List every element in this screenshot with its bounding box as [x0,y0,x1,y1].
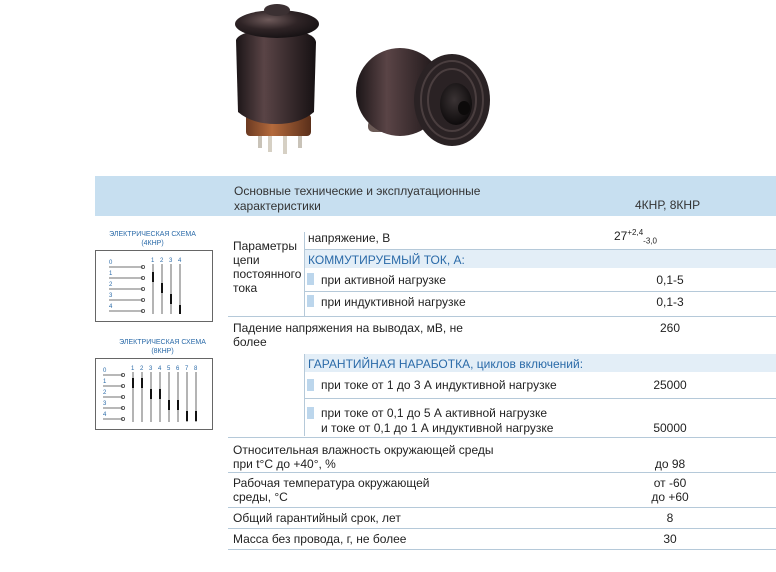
life2-label-b: и токе от 0,1 до 1 А индуктивной нагрузке [321,421,554,435]
scheme-4-col-1: 1 [151,258,155,264]
temp-value-b: до +60 [651,490,689,504]
voltage-number: 27 [614,229,628,243]
voltage-tolerance-plus: +2,4 [627,228,644,237]
svg-text:2: 2 [140,366,144,372]
voltage-value [614,228,694,245]
switch-side [356,48,490,146]
inductive-marker [307,295,314,307]
table-header [95,176,776,216]
scheme-8-title-text: ЭЛЕКТРИЧЕСКАЯ СХЕМА [119,339,206,346]
active-value: 0,1-5 [656,273,684,287]
svg-text:6: 6 [176,366,180,372]
temp-value-a: от -60 [653,476,687,490]
temp-label-b: среды, °С [233,490,288,504]
active-marker [307,273,314,285]
life2-marker [307,407,314,419]
life-heading: ГАРАНТИЙНАЯ НАРАБОТКА, циклов включений: [308,357,584,371]
scheme-4-col-4: 4 [178,258,182,264]
active-label: при активной нагрузке [321,273,446,287]
inductive-value: 0,1-3 [656,295,684,309]
scheme-8-row-1: 1 [103,379,107,385]
scheme-8-subtitle: (8КНР) [151,348,174,355]
table-title: Основные технические и эксплуатационные характеристики [234,184,481,213]
voltage-tolerance-minus: -3,0 [643,236,657,246]
scheme-4-row-3: 3 [109,293,113,299]
svg-text:5: 5 [167,366,171,372]
scheme-4-title [95,230,210,248]
life1-label: при токе от 1 до 3 А индуктивной нагрузке [321,378,557,392]
life1-marker [307,379,314,391]
scheme-4-row-4: 4 [109,304,113,310]
scheme-8-row-4: 4 [103,412,107,418]
scheme-8-row-2: 2 [103,390,107,396]
humidity-label-a: Относительная влажность окружающей среды [233,443,494,457]
mass-label: Масса без провода, г, не более [233,532,407,546]
scheme-4-row-2: 2 [109,282,113,288]
scheme-4-col-2: 2 [160,258,164,264]
humidity-value: до 98 [654,457,686,471]
product-photo [0,0,776,176]
warranty-value: 8 [666,511,674,525]
drop-label: Падение напряжения на выводах, мВ, не более [233,321,463,349]
svg-text:4: 4 [158,366,162,372]
scheme-8-row-3: 3 [103,401,107,407]
life2-value: 50000 [653,421,687,435]
model-name: 4КНР, 8КНР [635,198,701,212]
life1-value: 25000 [653,378,687,392]
scheme-8-title [95,338,230,356]
inductive-label: при индуктивной нагрузке [321,295,466,309]
dc-params-label: Параметры цепи постоянного тока [233,239,302,295]
current-heading: КОММУТИРУЕМЫЙ ТОК, А: [308,253,465,267]
voltage-label: напряжение, В [308,231,391,245]
warranty-label: Общий гарантийный срок, лет [233,511,401,525]
scheme-4-subtitle: (4КНР) [141,240,164,247]
svg-text:3: 3 [149,366,153,372]
switch-upright [235,4,319,154]
scheme-4-col-3: 3 [169,258,173,264]
svg-text:7: 7 [185,366,189,372]
scheme-4-title-text: ЭЛЕКТРИЧЕСКАЯ СХЕМА [109,231,196,238]
svg-text:8: 8 [194,366,198,372]
scheme-4-row-1: 1 [109,271,113,277]
humidity-label-b: при t°С до +40°, % [233,457,336,471]
svg-text:1: 1 [131,366,135,372]
temp-label-a: Рабочая температура окружающей [233,476,430,490]
scheme-8-diagram [95,358,213,430]
scheme-4-row-0: 0 [109,260,113,266]
life2-label-a: при токе от 0,1 до 5 А активной нагрузке [321,406,547,420]
scheme-4-diagram [95,250,213,322]
scheme-8-row-0: 0 [103,368,107,374]
mass-value: 30 [663,532,677,546]
drop-value: 260 [659,321,681,335]
